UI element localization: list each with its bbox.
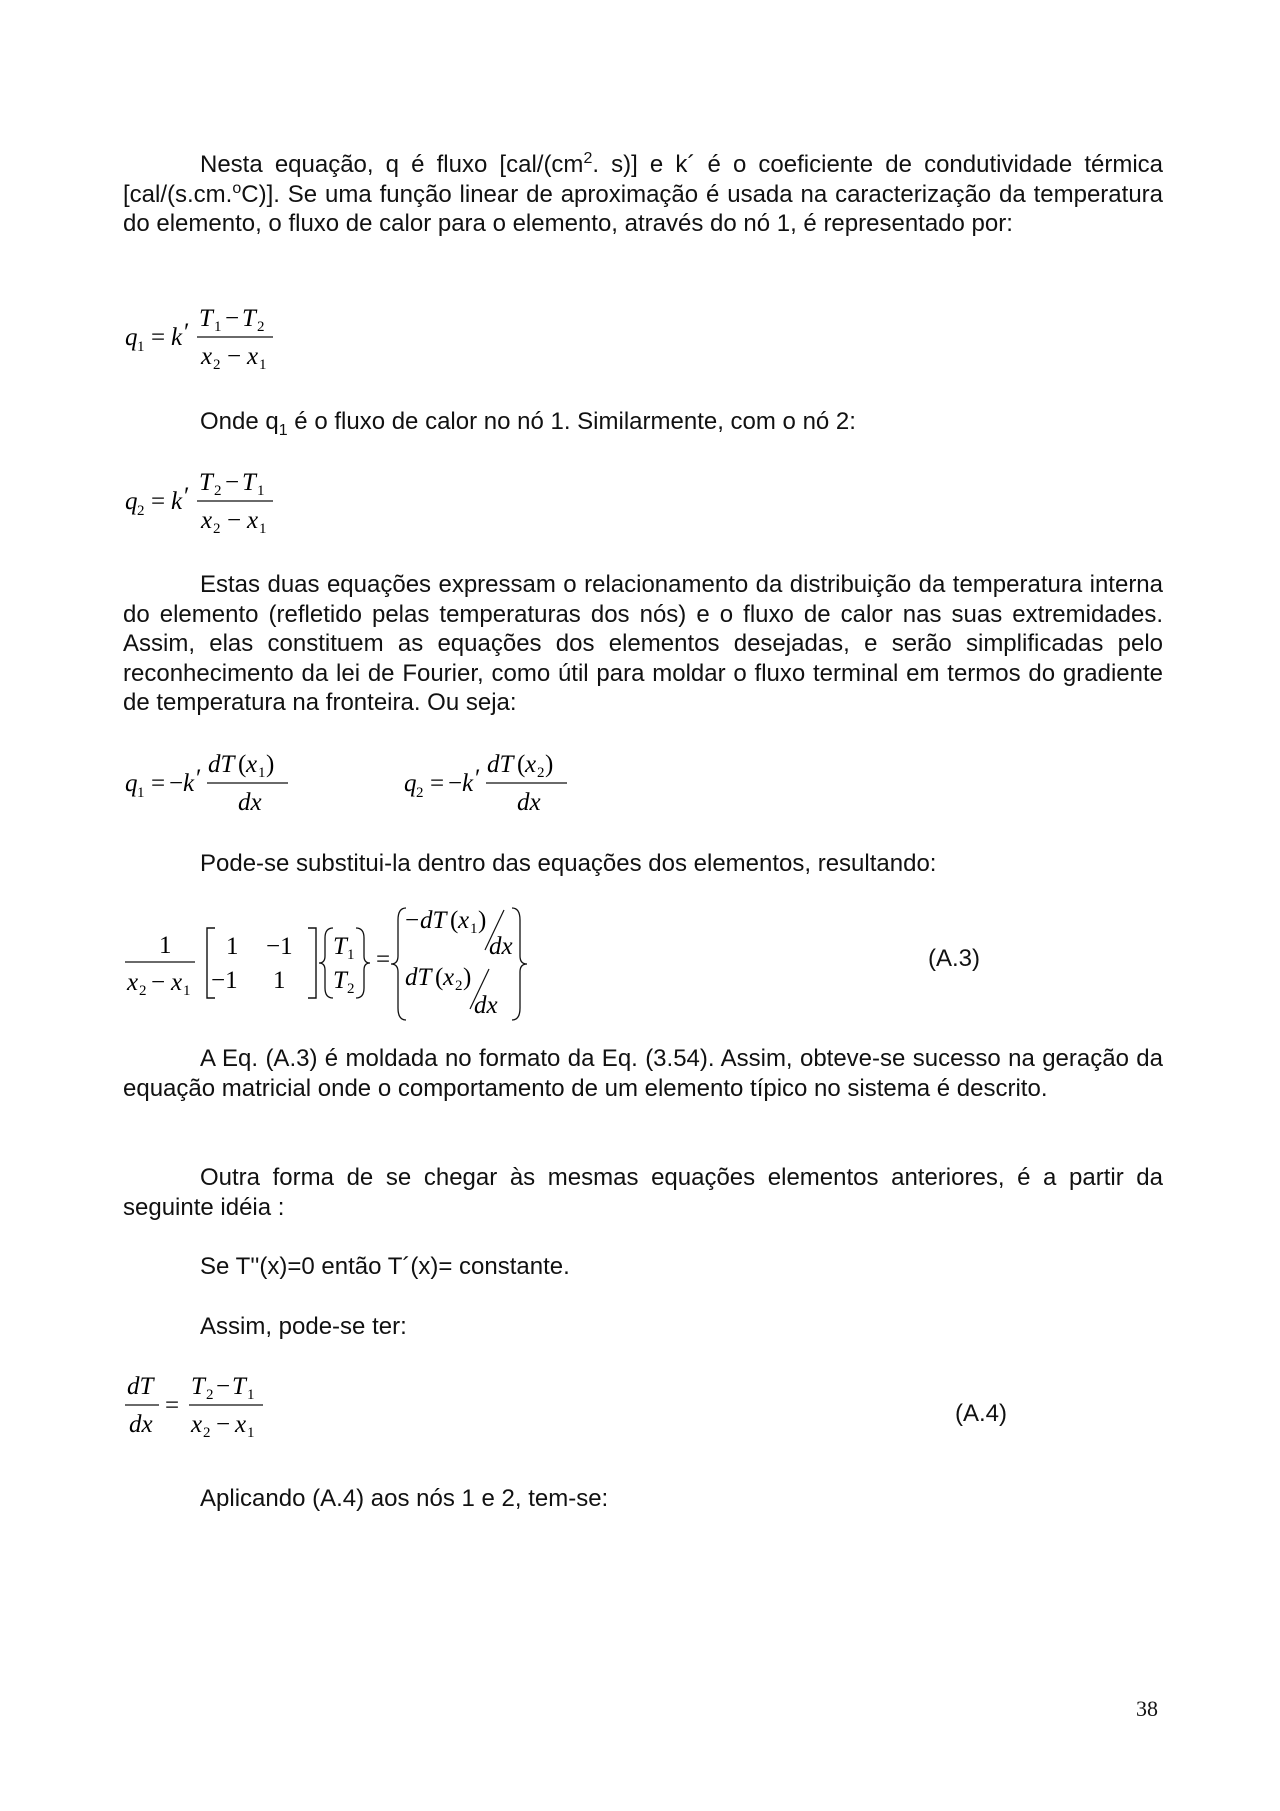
paragraph-matrix-result: A Eq. (A.3) é moldada no formato da Eq. (3.54). Assim, obteve-se sucesso na geração da equação matricial onde o comportamento de um elemento típico no sistema é descrito. [123,1045,1163,1102]
svg-text:): ) [478,907,487,934]
svg-text:T: T [199,305,213,332]
paragraph-heat-flux-definition: Nesta equação, q é fluxo [$cal/(cm^2$. s)] e k´ é o coeficiente de condutividade térmica [cal/(s.cm.$^o$C)]. Se uma função linear de aproximação é usada na caracterização da temperatura do elemento, o fluxo de calor para o elemento, através do nó 1, é representado por: [123,150,1163,237]
rhs-left-brace [391,908,406,1020]
svg-text:=: = [151,324,166,351]
svg-text:−: − [216,1373,231,1400]
svg-text:dx: dx [238,789,262,816]
svg-text:−: − [227,343,242,370]
svg-text:2: 2 [455,978,463,994]
equation-fourier-q2 [402,748,582,828]
svg-text:x: x [247,507,259,534]
svg-text:2: 2 [416,785,424,801]
svg-text:x: x [201,343,213,370]
svg-text:=: = [151,488,166,515]
svg-text:1: 1 [137,785,145,801]
svg-text:dT: dT [208,751,235,778]
svg-text:−1: −1 [211,967,238,994]
svg-text:1: 1 [214,319,222,335]
equation-fourier-q1 [123,748,293,828]
svg-text:1: 1 [226,933,239,960]
svg-text:=: = [165,1392,180,1419]
svg-text:1: 1 [247,1387,255,1403]
svg-text:T: T [242,469,256,496]
svg-text:dx: dx [489,933,513,960]
svg-text:2: 2 [214,483,222,499]
svg-text:−1: −1 [266,933,293,960]
svg-text:2: 2 [257,319,265,335]
svg-text:(: ( [517,751,526,778]
svg-text:=: = [430,770,445,797]
paragraph-fourier-law: Estas duas equações expressam o relacionamento da distribuição da temperatura interna do elemento (refletido pelas temperaturas dos nós) e o fluxo de calor nas suas extremidades. Assim, elas constituem as equações dos elementos desejadas, e serão simplificadas pelo reconhecimento da lei de Fourier, como útil para moldar o fluxo terminal em termos do gradiente de temperatura na fronteira. Ou seja: [123,571,1163,716]
svg-text:T: T [191,1373,205,1400]
svg-text:1: 1 [137,339,145,355]
svg-text:dx: dx [517,789,541,816]
svg-text:k: k [171,488,183,515]
svg-text:−: − [169,770,184,797]
svg-text:2: 2 [137,503,145,519]
svg-text:=: = [376,946,391,973]
svg-text:2: 2 [347,981,355,997]
svg-text:): ) [545,751,554,778]
paragraph-q1-description: Onde $q_1$ é o fluxo de calor no nó 1. Similarmente, com o nó 2: [200,408,856,439]
svg-text:−: − [448,770,463,797]
svg-text:′: ′ [184,319,190,346]
svg-text:1: 1 [347,947,355,963]
svg-text:x: x [171,969,183,996]
svg-text:1: 1 [257,483,265,499]
svg-text:′: ′ [475,765,481,792]
page-number: 38 [1136,1696,1158,1721]
svg-text:dT: dT [127,1373,154,1400]
svg-text:−: − [405,907,420,934]
svg-text:1: 1 [259,357,267,373]
paragraph-second-derivative: Se T''(x)=0 então T´(x)= constante. [200,1253,570,1280]
paragraph-applying-a4: Aplicando (A.4) aos nós 1 e 2, tem-se: [200,1485,609,1512]
svg-text:1: 1 [247,1425,255,1441]
svg-text:q: q [125,488,138,515]
svg-text:−: − [216,1411,231,1438]
svg-text:1: 1 [258,765,266,781]
svg-text:x: x [235,1411,247,1438]
svg-text:dx: dx [474,992,498,1019]
svg-text:′: ′ [196,765,202,792]
svg-text:1: 1 [273,967,286,994]
svg-text:x: x [127,969,139,996]
svg-text:(: ( [435,964,444,991]
svg-text:−: − [151,969,166,996]
svg-text:dx: dx [129,1411,153,1438]
svg-text:x: x [191,1411,203,1438]
equation-q2 [123,464,293,544]
paragraph-thus: Assim, pode-se ter: [200,1313,407,1340]
svg-text:T: T [242,305,256,332]
svg-text:x: x [458,907,470,934]
equation-label-a3: (A.3) [928,945,981,972]
svg-text:T: T [333,967,347,994]
svg-text:1: 1 [470,921,478,937]
svg-text:1: 1 [159,932,172,959]
equation-label-a4: (A.4) [955,1400,1008,1427]
svg-text:dT: dT [420,907,447,934]
right-bracket [308,928,316,998]
svg-text:2: 2 [537,765,545,781]
svg-text:x: x [246,751,258,778]
svg-text:x: x [525,751,537,778]
svg-text:(: ( [450,907,459,934]
paragraph-alternative-derivation: Outra forma de se chegar às mesmas equações elementos anteriores, é a partir da seguinte idéia : [123,1164,1163,1221]
paragraph-substitution: Pode-se substitui-la dentro das equações dos elementos, resultando: [200,850,937,877]
svg-text:2: 2 [203,1425,211,1441]
svg-text:−: − [227,507,242,534]
svg-text:1: 1 [259,521,267,537]
svg-text:): ) [463,964,472,991]
rhs-right-brace [512,908,527,1020]
svg-text:1: 1 [183,983,191,999]
svg-text:k: k [183,770,195,797]
svg-text:T: T [333,933,347,960]
svg-text:q: q [125,770,138,797]
svg-text:(: ( [238,751,247,778]
svg-text:−: − [225,469,240,496]
svg-text:=: = [151,770,166,797]
svg-text:): ) [266,751,275,778]
svg-text:2: 2 [213,357,221,373]
svg-text:2: 2 [139,983,147,999]
svg-text:2: 2 [206,1387,214,1403]
left-brace [319,928,333,998]
svg-text:q: q [404,770,417,797]
equation-a4 [123,1368,283,1448]
svg-text:′: ′ [184,483,190,510]
svg-text:x: x [201,507,213,534]
svg-text:−: − [225,305,240,332]
svg-text:dT: dT [405,964,432,991]
svg-text:k: k [462,770,474,797]
right-brace [356,928,370,998]
svg-text:T: T [232,1373,246,1400]
svg-text:q: q [125,324,138,351]
svg-text:dT: dT [487,751,514,778]
svg-text:T: T [199,469,213,496]
svg-text:k: k [171,324,183,351]
equation-matrix-a3 [123,904,543,1024]
equation-q1 [123,300,293,380]
svg-text:x: x [443,964,455,991]
svg-text:x: x [247,343,259,370]
svg-text:2: 2 [213,521,221,537]
